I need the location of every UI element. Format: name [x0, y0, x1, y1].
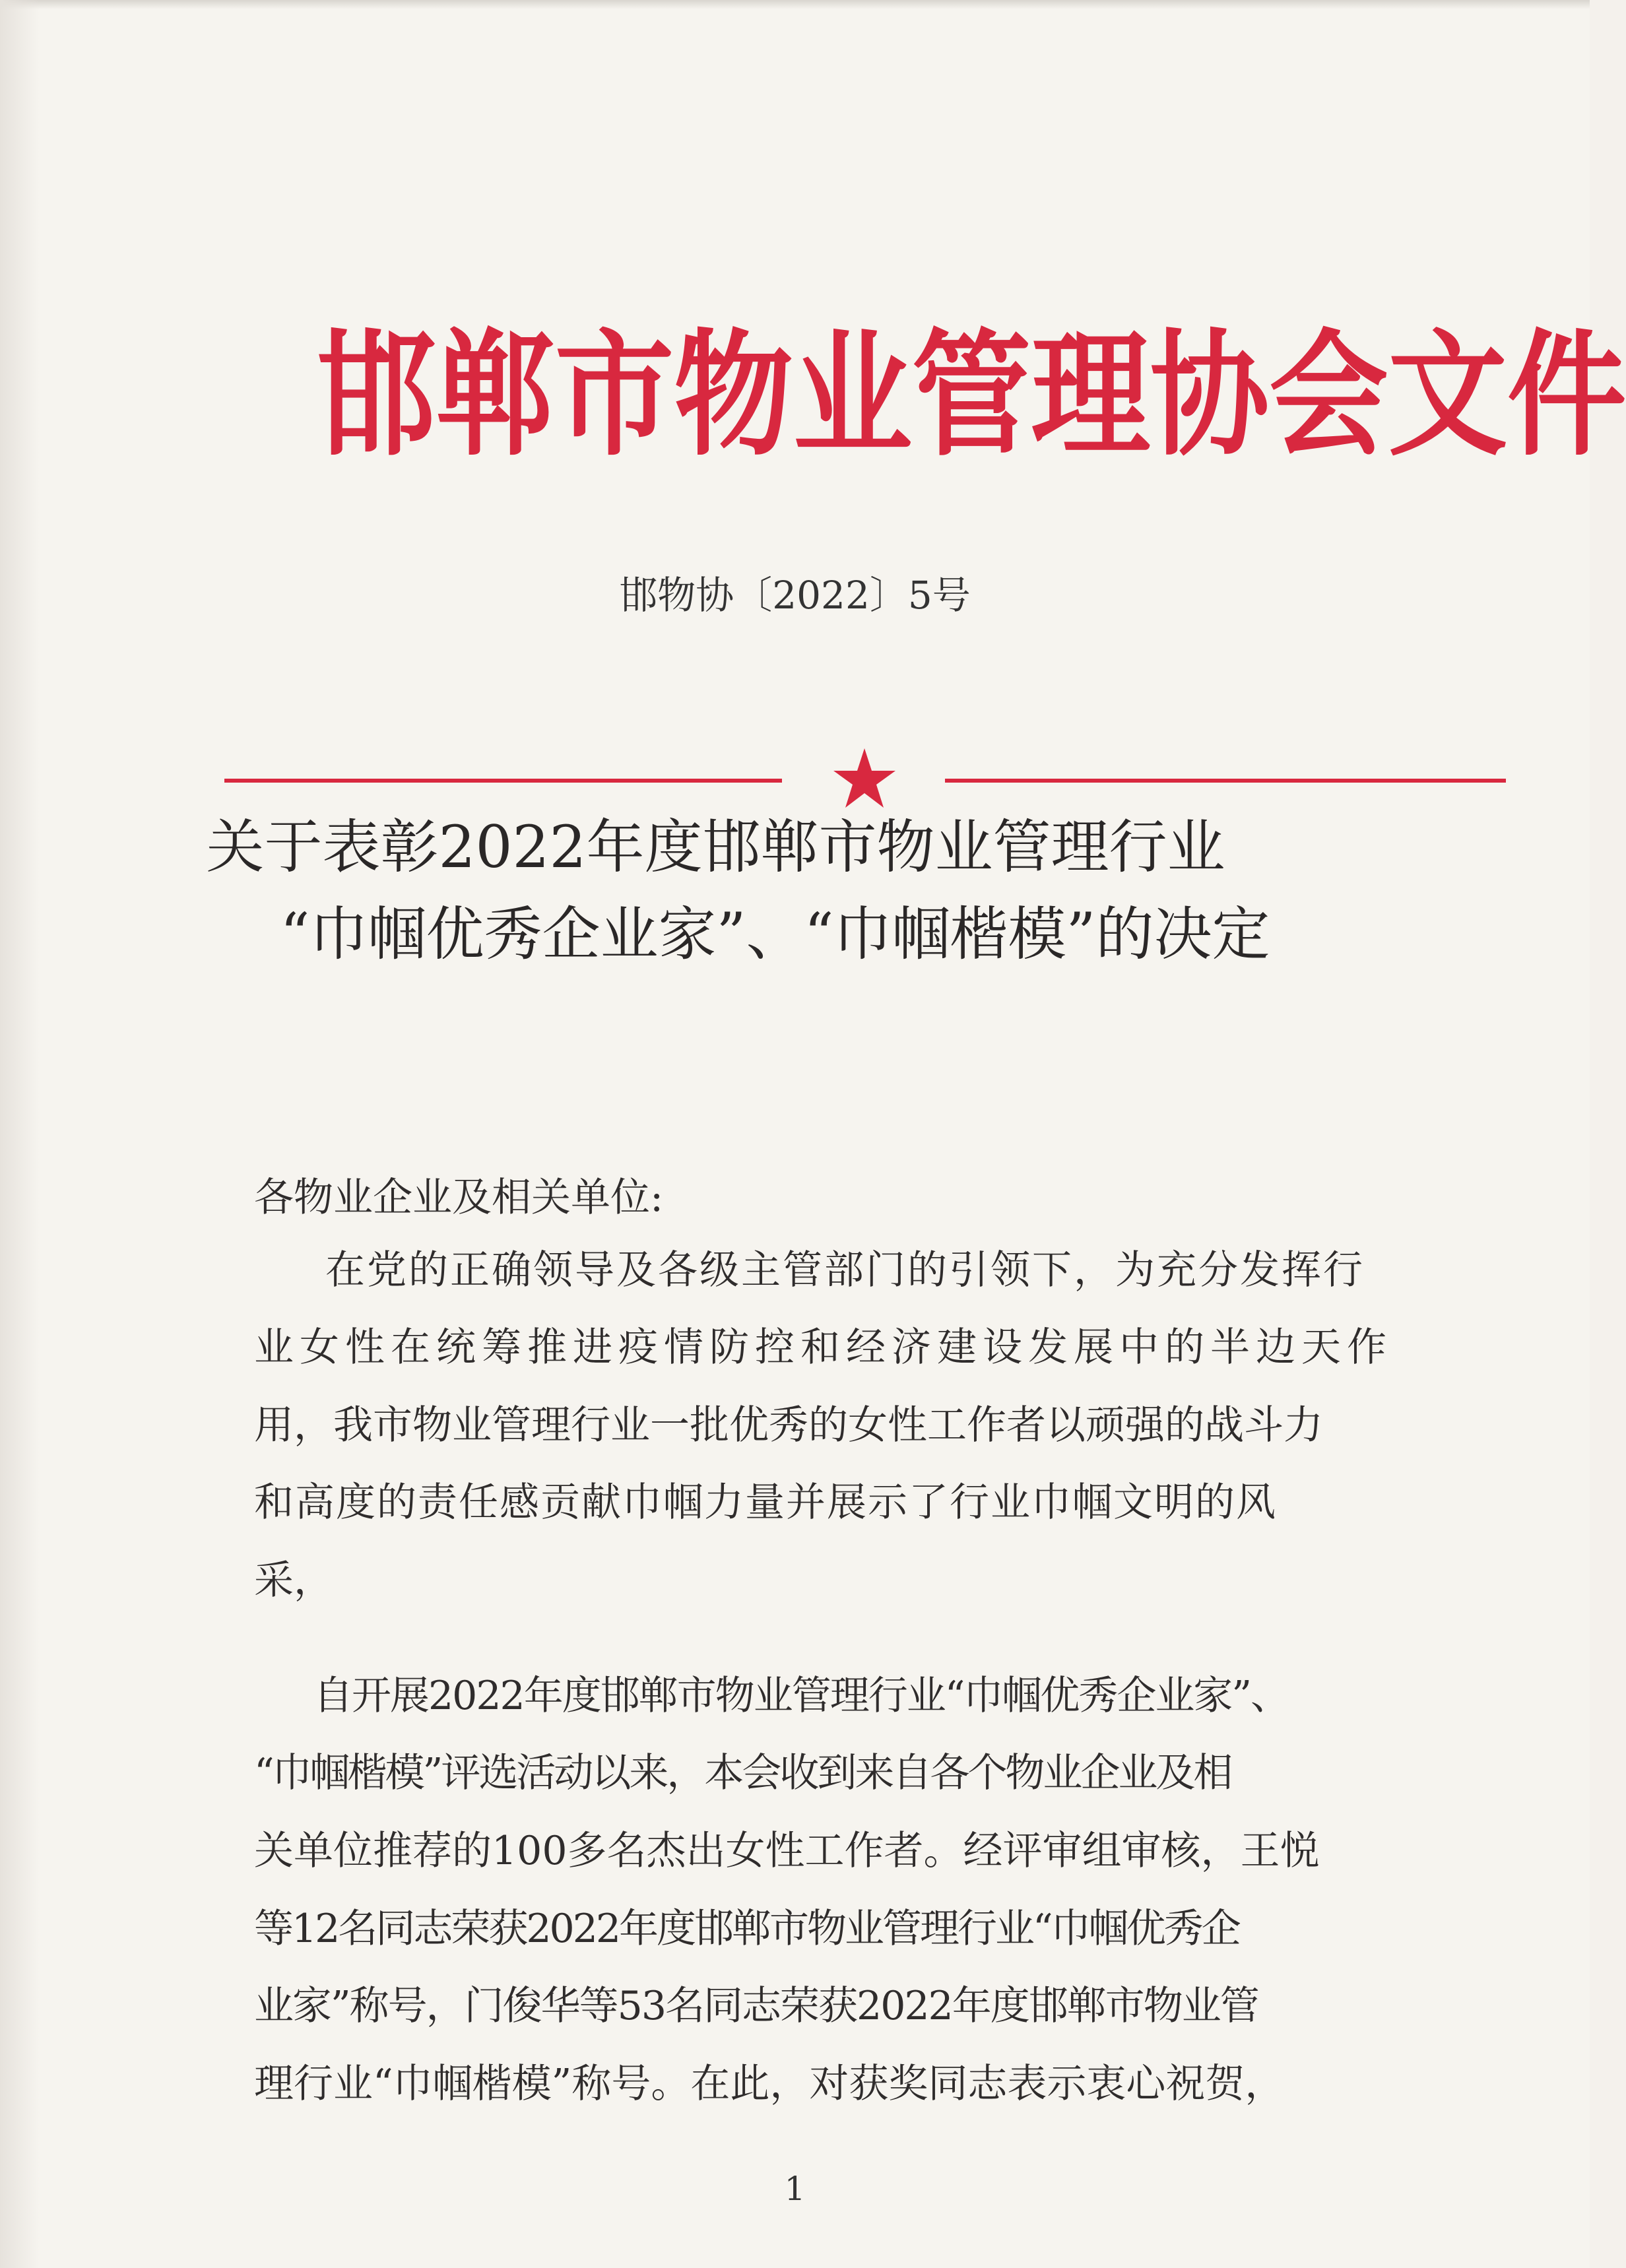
document-body [254, 0, 1442, 2268]
masthead-char: 协 [1150, 317, 1270, 474]
paragraph-line: 在党的正确领导及各级主管部门的引领下，为充分发挥行 [325, 1247, 1365, 1293]
masthead-char: 业 [793, 317, 912, 474]
masthead-char: 郸 [436, 317, 555, 474]
paragraph-line: 业家”称号，门俊华等53名同志荣获2022年度邯郸市物业管 [254, 1983, 1258, 2029]
masthead-char: 邯 [317, 317, 436, 474]
paragraph-line: 等12名同志荣获2022年度邯郸市物业管理行业“巾帼优秀企 [254, 1906, 1239, 1952]
document-number: 邯物协〔2022〕5号 [619, 573, 971, 618]
paragraph-line: 业女性在统筹推进疫情防控和经济建设发展中的半边天作 [254, 1324, 1392, 1371]
masthead-char: 市 [554, 317, 674, 474]
masthead-char: 件 [1507, 317, 1626, 474]
document-title-line-1: 关于表彰2022年度邯郸市物业管理行业 [206, 813, 1225, 881]
page-number: 1 [784, 2170, 806, 2208]
paragraph-line: 自开展2022年度邯郸市物业管理行业“巾帼优秀企业家”、 [313, 1673, 1289, 1719]
paragraph-line: “巾帼楷模”评选活动以来，本会收到来自各个物业企业及相 [254, 1750, 1231, 1796]
scan-edge [0, 0, 40, 2268]
paragraph-line: 关单位推荐的100多名杰出女性工作者。经评审组审核，王悦 [254, 1828, 1320, 1874]
paragraph-line: 用，我市物业管理行业一批优秀的女性工作者以顽强的战斗力 [254, 1402, 1323, 1448]
masthead-char: 会 [1269, 317, 1388, 474]
salutation: 各物业企业及相关单位: [254, 1175, 664, 1221]
document-title-line-2: “巾帼优秀企业家”、“巾帼楷模”的决定 [280, 900, 1270, 968]
paragraph-line: 理行业“巾帼楷模”称号。在此，对获奖同志表示衷心祝贺， [254, 2061, 1285, 2107]
masthead-char: 管 [912, 317, 1031, 474]
masthead-char: 理 [1031, 317, 1150, 474]
masthead-char: 物 [674, 317, 793, 474]
paragraph-line: 和高度的责任感贡献巾帼力量并展示了行业巾帼文明的风 [254, 1479, 1277, 1526]
paragraph-line: 采， [254, 1557, 333, 1604]
masthead-char: 文 [1388, 317, 1507, 474]
